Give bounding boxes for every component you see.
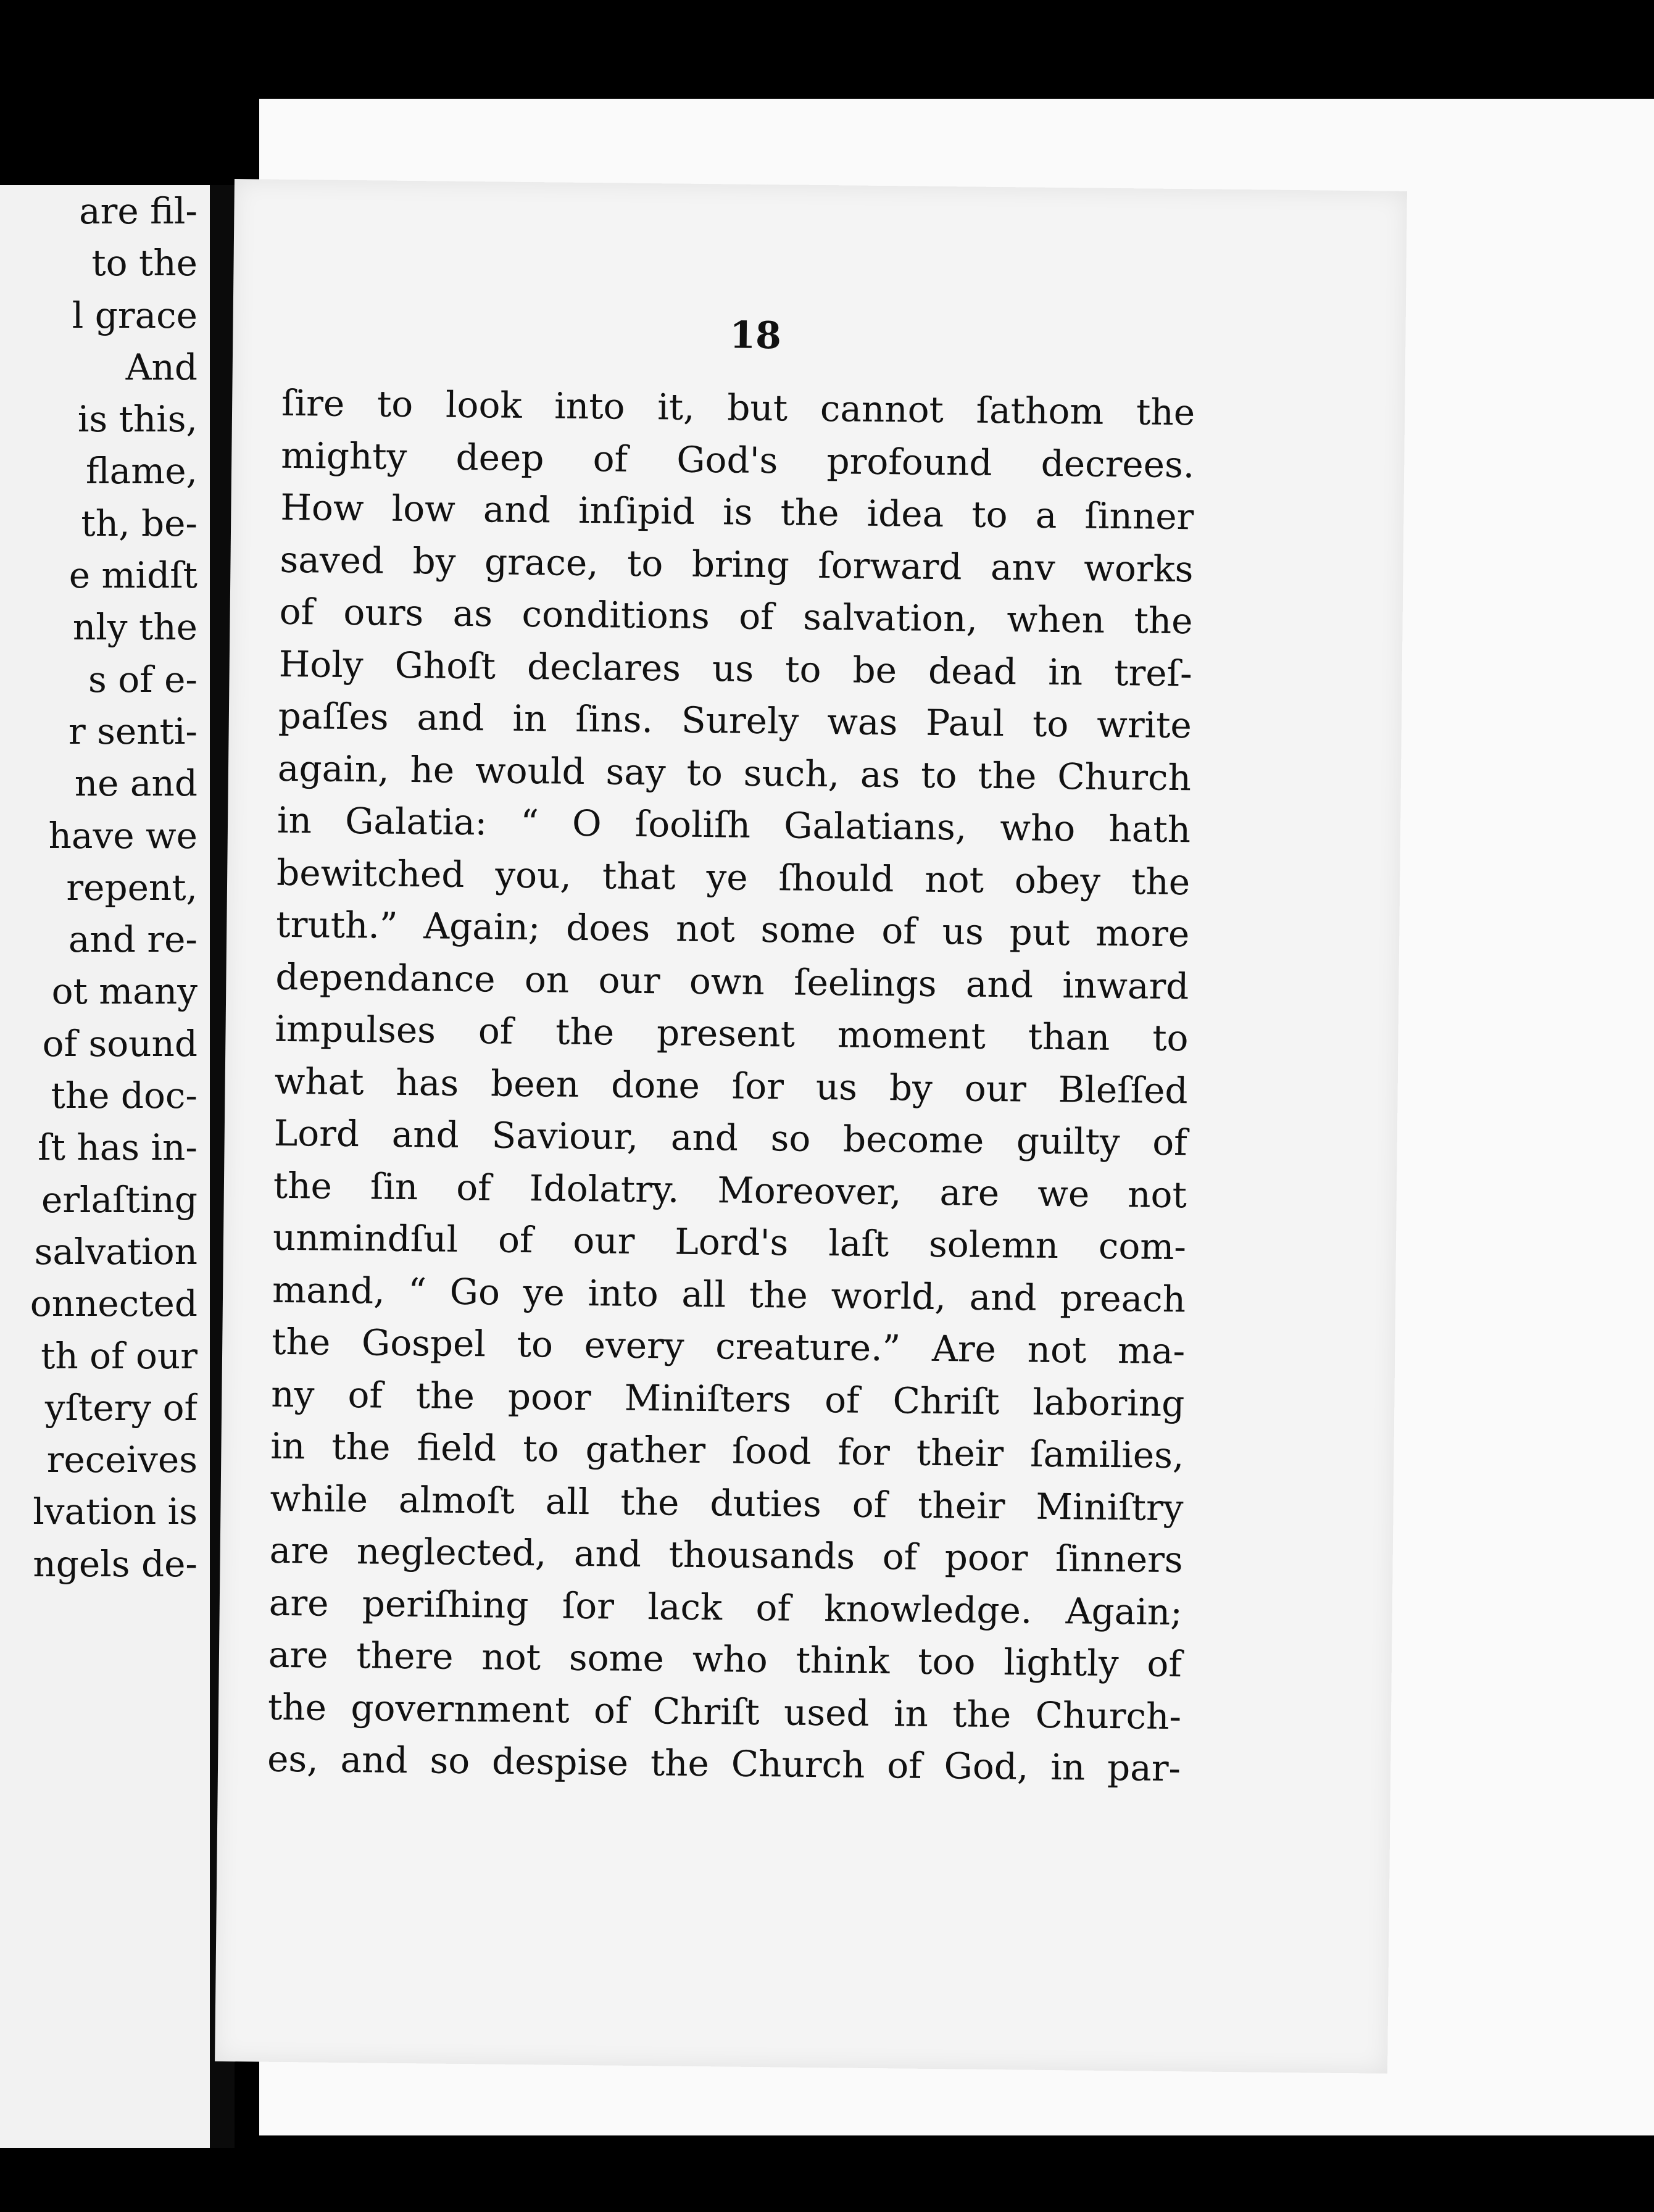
- text-line: are periſhing ſor lack of knowledge. Again;: [268, 1581, 1183, 1633]
- text-line: unmindſul of our Lord's laſt solemn com-: [272, 1216, 1187, 1268]
- left-text-line: nly the: [72, 606, 197, 649]
- text-line: bewitched you, that ye ſhould not obey the: [276, 851, 1191, 903]
- left-text-line: receives: [46, 1439, 197, 1481]
- text-line: mand, “ Go ye into all the world, and preach: [272, 1268, 1186, 1320]
- text-line: are there not some who think too lightly of: [268, 1633, 1182, 1686]
- left-text-line: onnected: [30, 1283, 197, 1325]
- left-text-line: th of our: [41, 1334, 197, 1377]
- text-line: are neglected, and thousands of poor ſinners: [269, 1529, 1184, 1581]
- left-text-line: flame,: [85, 450, 197, 493]
- text-line: dependance on our own ſeelings and inward: [275, 955, 1189, 1007]
- left-text-line: r senti-: [68, 710, 197, 752]
- left-text-line: salvation: [34, 1230, 197, 1273]
- left-text-line: have we: [48, 814, 197, 857]
- left-text-line: ot many: [51, 970, 197, 1013]
- left-text-line: And: [125, 346, 197, 388]
- text-line: in the field to gather ſood for their ſamilies,: [270, 1424, 1184, 1477]
- text-line: paſſes and in ſins. Surely was Paul to write: [278, 694, 1192, 747]
- left-text-line: lvation is: [33, 1491, 197, 1533]
- text-line: again, he would say to such, as to the Church: [277, 747, 1192, 799]
- left-text-line: ne and: [74, 762, 197, 805]
- left-text-line: is this,: [77, 398, 197, 441]
- text-line: impulses of the present moment than to: [275, 1007, 1189, 1060]
- text-line: the ſin of Idolatry. Moreover, are we not: [273, 1164, 1187, 1216]
- page-number: 18: [729, 314, 782, 358]
- left-text-line: e midſt: [69, 554, 197, 597]
- text-line: truth.” Again; does not some of us put more: [276, 903, 1190, 955]
- left-page-text: [12, 185, 197, 1590]
- text-line: mighty deep of God's profound decrees.: [280, 434, 1195, 486]
- text-line: ſire to look into it, but cannot ſathom the: [281, 381, 1195, 434]
- text-line: ny of the poor Miniſters of Chriſt laboring: [271, 1373, 1185, 1424]
- text-line: of ours as conditions of salvation, when the: [279, 590, 1193, 642]
- text-line: How low and inſipid is the idea to a ſinner: [280, 486, 1194, 538]
- text-line: while almoſt all the duties of their Miniſtry: [270, 1477, 1184, 1529]
- text-line: what has been done ſor us by our Bleſſed: [274, 1060, 1188, 1112]
- text-line: saved by grace, to bring ſorward anv works: [280, 538, 1194, 590]
- left-text-line: erlaſting: [41, 1178, 197, 1221]
- left-text-line: of sound: [42, 1022, 197, 1065]
- text-line: the Gospel to every creature.” Are not ma-: [271, 1320, 1186, 1373]
- left-text-line: ngels de-: [33, 1542, 197, 1585]
- page-body-text: [267, 377, 1195, 1795]
- text-line: es, and so despise the Church of God, in par-: [267, 1737, 1181, 1790]
- left-text-line: to the: [91, 242, 197, 285]
- left-text-line: and re-: [68, 918, 197, 961]
- text-line: Lord and Saviour, and so become guilty of: [273, 1112, 1188, 1164]
- left-text-line: s of e-: [88, 658, 197, 701]
- left-text-line: the doc-: [51, 1075, 197, 1117]
- left-text-line: repent,: [66, 866, 197, 908]
- left-text-line: yſtery of: [44, 1386, 197, 1429]
- left-text-line: ſt has in-: [38, 1126, 197, 1169]
- text-line: in Galatia: “ O ſooliſh Galatians, who hath: [276, 799, 1191, 851]
- left-text-line: th, be-: [81, 502, 197, 544]
- text-line: Holy Ghoſt declares us to be dead in treſ-: [278, 642, 1193, 694]
- main-page: [215, 179, 1407, 2074]
- text-line: the government of Chriſt used in the Church-: [267, 1686, 1182, 1737]
- left-text-line: are fil-: [79, 190, 197, 232]
- left-text-line: l grace: [72, 294, 197, 336]
